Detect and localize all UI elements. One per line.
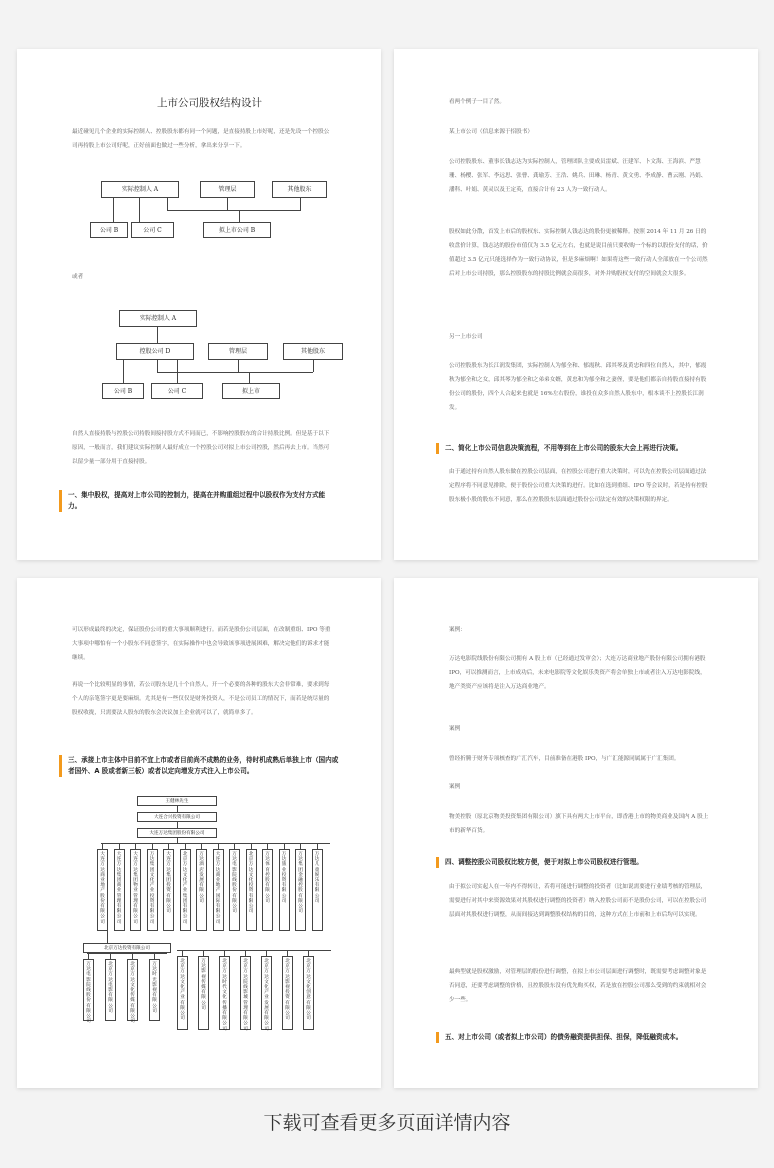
org-subsidiary-box: 万达集团文化产业投资有限公司 [147, 849, 158, 931]
company-b-box-2: 公司 B [102, 383, 144, 399]
org-subsidiary-box: 万达集团金融控股有限公司 [295, 849, 306, 931]
section-heading-5: 五、对上市公司（或者拟上市公司）的债务融资提供担保、担保，降低融资成本。 [436, 1032, 717, 1043]
intro-line: 看两个例子一目了然。 [449, 99, 505, 105]
holding-company-box: 控股公司 D [116, 343, 194, 360]
org-subsidiary-box: 大连万达集团商业管理有限公司 [114, 849, 125, 931]
section-heading-1: 一、集中股权，提高对上市公司的控制力，提高在并购重组过程中以股权作为支付方式能力。 [59, 490, 330, 512]
case-label-2: 案例 [449, 726, 461, 732]
case-paragraph-1: 公司控股股东、董事长钱志达为实际控制人，管理团队主要成员雷斌、汪建军、卜文海、王海滨、严慧珊、杨樱、张军、李远思、张曹、龚瑜芳、王浩、姚兵、田琳、杨青、黄文勇、李成静、曹云刚、冯娟、潘科、叶娟、黄灵以及王定英，直接合计有 23 人为一致行动人。 [449, 159, 707, 193]
case-paragraph-2: 股权如此分散，首发上市后的股权东、实际控制人钱志达的股份更被稀释。按照 2014 年 11 月 26 日的收盘价计算，钱志达的股份市值仅为 3.5 亿元左右，也就是说目前只要收购一个标的以股份支付的话，价值超过 3.5 亿元只能选择作为一致行动协议，但是多麻烦啊！如果将这些一致行动人全部放在一个公司然后对上市公司持股，那么控股股东的持股比例就会高很多，对外并购股权支付的空间就会大很多。 [449, 229, 708, 277]
body-paragraph-4: 由于通过持有自然人股东做在控股公司层面，在控股公司进行重大决策时，可以先在控股公司层面通过法定程序将不同意见排除，便于股份公司重大决策的进行。比如在选到重组、IPO 等会议时，若是持有控股股东极小股的股东不同意，那么在控股股东层面通过股份公司法定有效的决策权限的界定。 [449, 469, 708, 503]
company-c-box: 公司 C [131, 222, 174, 238]
org-subsidiary-box-2: 北京万达文化传媒有限公司 [127, 959, 138, 1021]
other-shareholders-box: 其他股东 [272, 181, 327, 198]
body-paragraph-2: 再说一个比较明显的事情，若公司股东是几十个自然人，开一个必要的各种的股东大会非常难，要求到每个人的亲笔签字更是要麻烦。尤其是有一些仅仅是财务投资人，不是公司员工的情况下，而若是统尽量的股权收拢，只需要法人股东的股东会决议加上企业就可以了，就简单多了。 [72, 682, 330, 716]
org-subsidiary-box-2: 万达时光影视有限公司 [149, 959, 160, 1021]
org-subsidiary-box-2: 北京万达文化产业有限公司 [177, 956, 188, 1030]
org-subsidiary-box-2: 北京万达电影有限公司 [105, 959, 116, 1021]
case-paragraph-3: 物美控股（原北京物美投资集团有限公司）旗下具有两大上市平台，即香港上市的物美商业及国内 A 股上市的新华百货。 [449, 814, 709, 834]
org-subsidiary-box: 万达电影院线股份有限公司 [229, 849, 240, 931]
case-label-1: 案例： [449, 627, 466, 633]
org-subsidiary-box: 大连万达商业地产股份有限公司 [97, 849, 108, 931]
org-subsidiary-box: 北京万达文化投资有限公司 [246, 849, 257, 931]
org-subsidiary-box-2: 北京万达时代文化传播有限公司 [219, 956, 230, 1030]
company-c-box-2: 公司 C [151, 383, 203, 399]
body-paragraph-1: 可以形成最终的决定，保证股份公司的重大事项顺利进行。而若是股份公司层面，在改制重组、IPO 等重大事项中哪怕有一个小股东不同意签字，在实际操作中也会导致该事项进展困难，解决完他们的诉求才能继续。 [72, 627, 331, 661]
or-text: 或者 [72, 274, 84, 280]
management-box: 管理层 [200, 181, 255, 198]
listing-box-2: 拟上市 [222, 383, 280, 399]
org-subsidiary-box: 大连万达集团物业管理有限公司 [130, 849, 141, 931]
case-label-3: 案例 [449, 784, 461, 790]
org-subsidiary-box-2: 北京万达文化产业发展有限公司 [261, 956, 272, 1030]
org-subsidiary-box: 万达体育控股有限公司 [262, 849, 273, 931]
section-heading-4: 四、调整控股公司股权比较方便，便于对拟上市公司股权进行管理。 [436, 857, 717, 868]
download-more-footer[interactable]: 下载可查看更多页面详情内容 [263, 1112, 511, 1134]
section-heading-3: 三、承接上市主体中目前不宜上市或者目前尚不成熟的业务，待时机成熟后单独上市（国内或者国外、A 股或者新三板）或者以定向增发方式注入上市公司。 [59, 755, 340, 777]
document-page-1 [17, 49, 381, 560]
listing-company-box: 拟上市公司 B [203, 222, 271, 238]
management-box-2: 管理层 [208, 343, 268, 360]
actual-controller-box-2: 实际控制人 A [119, 310, 197, 327]
body-paragraph-4: 由于拟公司实起人在一年内不得转让，若将可能进行调整的投资者（比如说需要进行业绩考核的管理层，需要进行对其中来资源效果对其股权进行调整的投资者）纳入控股公司而不是股份公司，可以在控股公司层面对其股权进行调整，从而间接达到调整股权结构的目的，这种方式在上市前和上市后均可以实现。 [449, 884, 707, 918]
case-label: 某上市公司（信息来源于招股书） [449, 129, 533, 135]
case-paragraph-3: 公司控股股东为长江润发集团，实际控制人为郁全和、郁霞秋、邱其琴及黄忠和四位自然人，其中，郁霞秋为郁全和之女，邱其琴为郁全和之弟弟女婿，黄忠和为郁全和之妻侄，要是他们都亲自持股直接持有股份公司的股份，四个人合起来也就是 16%左右股份，谁投在众多自然人股东中，根本谈不上控股长江润发。 [449, 363, 707, 411]
case-label-2: 另一上市公司 [449, 334, 483, 340]
case-paragraph-2: 曾经折腾于财务专项核查的广汇汽车，目前准备在港股 IPO，与广汇能源同属属于广汇集团。 [449, 756, 680, 762]
org-subsidiary-box: 万达儿童娱乐有限公司 [312, 849, 323, 931]
org-subsidiary-box-2: 北京万达影视投资有限公司 [282, 956, 293, 1030]
document-page-4 [394, 578, 758, 1088]
body-paragraph: 自然人直接持股与控股公司持股间接持股方式不同而已，不影响控股股东的合计持股比例。但是基于以下原因，一般而言，我们建议实际控制人最好成立一个控股公司对拟上市公司控股，然后再去上市。当然可以留少量一部分用于直接持股。 [72, 431, 330, 465]
case-paragraph-1: 万达电影院线股份有限公司拥有 A 股上市（已经通过发审会）；大连万达商业地产股份有限公司拥有港股 IPO，可以推测而言，上市成功后，未来电影院等文化娱乐类资产将会单独上市或者注入万达电影院线，地产类资产应该将是注入万达商业地产。 [449, 656, 706, 690]
document-page-3 [17, 578, 381, 1088]
org-subsidiary-box: 北京万达文化产业集团有限公司 [180, 849, 191, 931]
org-mid: 北京万达投资有限公司 [83, 943, 171, 953]
org-subsidiary-box: 大连万达商业地产国际有限公司 [213, 849, 224, 931]
org-top-3: 大连万达集团股份有限公司 [137, 828, 217, 838]
document-page-2 [394, 49, 758, 560]
org-top-1: 王健林先生 [137, 796, 217, 806]
org-subsidiary-box-2: 万达影视传媒有限公司 [198, 956, 209, 1030]
body-paragraph-5: 最典型就是股权激励，对管理层的股份进行调整，在拟上市公司层面进行调整时，既需要考虑调整对象是否同意，还要考虑调整的价格，且控股股东没有优先购买权，若是放在控股公司那么受到的约束就相对会少一些。 [449, 969, 707, 1003]
org-top-2: 大连合兴投资有限公司 [137, 812, 217, 822]
org-subsidiary-box: 万达旅业投资有限公司 [279, 849, 290, 931]
org-subsidiary-box: 万达酒店发展有限公司 [196, 849, 207, 931]
org-subsidiary-box-2: 北京万达院线影城管理有限公司 [240, 956, 251, 1030]
org-subsidiary-box-2: 万达电影院线股份有限公司 [83, 959, 94, 1021]
section-heading-2: 二、简化上市公司信息决策流程，不用等到在上市公司的股东大会上再进行决策。 [436, 443, 717, 454]
org-subsidiary-box: 大连万达集团投资有限公司 [163, 849, 174, 931]
actual-controller-box: 实际控制人 A [101, 181, 179, 198]
page-title: 上市公司股权结构设计 [157, 97, 262, 109]
org-subsidiary-box-2: 北京万达文化创意有限公司 [303, 956, 314, 1030]
intro-paragraph: 最近碰见几个企业的实际控制人、控股股东都有同一个问题，是直接持股上市好呢，还是先设一个控股公司再持股上市公司好呢，正好前面也做过一些分析，拿出来分享一下。 [72, 129, 330, 149]
other-shareholders-box-2: 其他股东 [283, 343, 343, 360]
company-b-box: 公司 B [90, 222, 128, 238]
